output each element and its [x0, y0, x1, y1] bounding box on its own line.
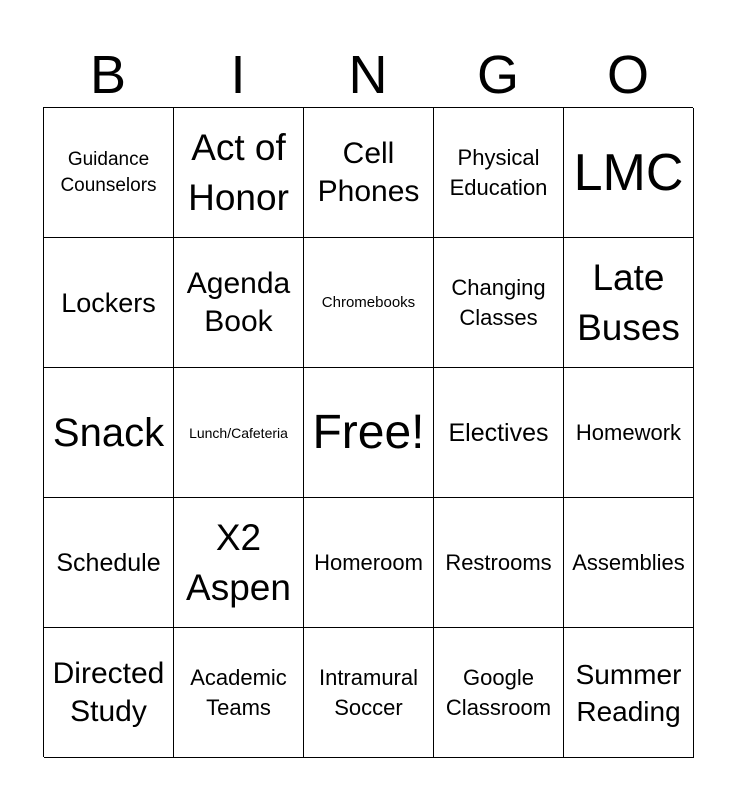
bingo-cell[interactable]	[174, 238, 304, 368]
cell-label: Agenda Book	[186, 266, 291, 338]
cell-label: Electives	[448, 418, 549, 447]
bingo-cell[interactable]	[174, 498, 304, 628]
cell-label: Late Buses	[577, 256, 680, 348]
bingo-cell[interactable]	[434, 108, 564, 238]
bingo-cell[interactable]	[434, 368, 564, 498]
bingo-cell[interactable]	[44, 108, 174, 238]
bingo-cell[interactable]	[304, 628, 434, 758]
bingo-cell[interactable]	[434, 498, 564, 628]
cell-label: Summer Reading	[575, 658, 682, 727]
bingo-cell[interactable]	[564, 628, 694, 758]
cell-label: Google Classroom	[445, 664, 552, 720]
cell-label: X2 Aspen	[186, 516, 291, 608]
cell-label: Intramural Soccer	[318, 664, 419, 720]
cell-label: Assemblies	[572, 549, 685, 575]
cell-label: Free!	[312, 405, 425, 459]
bingo-cell[interactable]	[174, 368, 304, 498]
cell-label: LMC	[573, 143, 684, 202]
bingo-cell[interactable]	[174, 628, 304, 758]
header-letter-b: B	[89, 45, 127, 105]
bingo-cell[interactable]	[44, 238, 174, 368]
cell-label: Homeroom	[314, 549, 423, 575]
bingo-cell[interactable]	[434, 238, 564, 368]
cell-label: Cell Phones	[317, 136, 420, 208]
cell-label: Directed Study	[52, 656, 165, 728]
cell-label: Academic Teams	[190, 664, 287, 720]
cell-label: Physical Education	[449, 144, 548, 200]
bingo-cell[interactable]	[44, 498, 174, 628]
cell-label: Lockers	[61, 287, 156, 318]
cell-label: Chromebooks	[321, 293, 416, 311]
cell-label: Lunch/Cafeteria	[189, 424, 288, 441]
bingo-cell[interactable]	[304, 108, 434, 238]
header-letter-g: G	[476, 45, 519, 105]
cell-label: Homework	[575, 419, 682, 445]
cell-label: Restrooms	[445, 549, 552, 575]
bingo-cell[interactable]	[564, 108, 694, 238]
bingo-cell[interactable]	[304, 238, 434, 368]
header-letter-o: O	[606, 45, 649, 105]
bingo-header	[43, 44, 693, 106]
header-letter-i: I	[230, 45, 246, 105]
cell-label: Guidance Counselors	[60, 148, 157, 196]
bingo-board	[43, 107, 693, 757]
header-letter-n: N	[348, 45, 388, 105]
bingo-cell[interactable]	[564, 498, 694, 628]
cell-label: Changing Classes	[451, 274, 546, 330]
bingo-cell[interactable]	[44, 628, 174, 758]
bingo-cell[interactable]	[304, 368, 434, 498]
bingo-cell[interactable]	[304, 498, 434, 628]
bingo-cell[interactable]	[564, 368, 694, 498]
bingo-cell[interactable]	[434, 628, 564, 758]
cell-label: Act of Honor	[188, 126, 289, 218]
bingo-cell[interactable]	[174, 108, 304, 238]
cell-label: Schedule	[56, 548, 161, 577]
bingo-cell[interactable]	[564, 238, 694, 368]
bingo-cell[interactable]	[44, 368, 174, 498]
cell-label: Snack	[52, 410, 165, 455]
